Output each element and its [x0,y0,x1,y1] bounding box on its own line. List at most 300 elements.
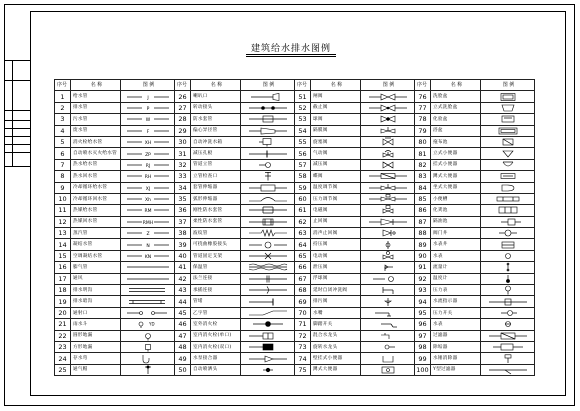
row-number: 52 [295,102,311,113]
faucet-icon [363,308,413,318]
item-name: 化验盆 [431,114,481,125]
squat2-icon [483,171,533,181]
row-number: 42 [175,273,191,284]
item-name: 脚踏开关 [311,319,361,330]
legend-symbol [121,296,175,307]
legend-symbol [121,364,175,375]
tank-flush-icon [243,137,293,147]
item-name: 空调凝结水管 [71,250,121,261]
svg-text:W: W [145,118,150,124]
item-name: 排水暗沟 [71,296,121,307]
item-name: 流量计 [431,262,481,273]
legend-symbol [481,205,535,216]
row-number: 51 [295,91,311,102]
legend-symbol [361,125,415,136]
row-number: 40 [175,250,191,261]
row-number: 87 [415,216,431,227]
legend-symbol [241,364,295,375]
item-name: 波纹管 [191,228,241,239]
svg-text:N: N [145,243,150,249]
row-number: 93 [415,285,431,296]
item-name: 水锤消除器 [431,353,481,364]
line-rm-icon [123,205,173,215]
row-number: 70 [295,307,311,318]
row-number: 29 [175,125,191,136]
row-number: 65 [295,250,311,261]
row-number: 67 [295,273,311,284]
line-xh2-icon [123,194,173,204]
header-no: 序号 [55,80,71,91]
row-number: 12 [55,216,71,227]
legend-symbol [241,285,295,296]
item-name: 方形地漏 [71,341,121,352]
item-name: 保温管 [191,262,241,273]
row-number: 98 [415,341,431,352]
line-double-icon [123,285,173,295]
legend-symbol [241,125,295,136]
cleanout-icon [243,171,293,181]
row-number: 68 [295,285,311,296]
item-name: 化粪池 [431,205,481,216]
row-number: 47 [175,330,191,341]
item-name: 温度调节阀 [311,182,361,193]
legend-symbol [481,193,535,204]
item-name: 冷却循环给水管 [71,182,121,193]
solenoid-icon [363,205,413,215]
gauge-icon [483,285,533,295]
legend-symbol [241,330,295,341]
line-plain-icon [123,262,173,272]
legend-symbol [241,159,295,170]
legend-symbol [241,136,295,147]
legend-symbol [481,307,535,318]
row-number: 84 [415,182,431,193]
item-name: 承插连接 [191,285,241,296]
row-number: 16 [55,262,71,273]
item-name: 弧形伸缩器 [191,193,241,204]
row-number: 61 [295,205,311,216]
row-number: 73 [295,341,311,352]
row-number: 57 [295,159,311,170]
svg-text:KN: KN [144,254,151,260]
legend-symbol [361,102,415,113]
legend-table [54,79,535,376]
legend-symbol [121,91,175,102]
descaler-icon [483,342,533,352]
row-number: 37 [175,216,191,227]
table-row [55,364,535,375]
pump-adapter-icon [243,354,293,364]
table-row [55,296,535,307]
item-name: 蹲式大便器 [431,171,481,182]
item-name: 给水管 [71,91,121,102]
row-number: 21 [55,319,71,330]
rubber-joint-icon [243,240,293,250]
item-name: 气动阀 [311,148,361,159]
row-number: 83 [415,171,431,182]
row-number: 94 [415,296,431,307]
header-symbol: 图 例 [361,80,415,91]
svg-text:J: J [146,95,149,101]
item-name: 水流指示器 [431,296,481,307]
item-name: 排水明沟 [71,285,121,296]
table-row [55,193,535,204]
urinal-stand-icon [483,149,533,159]
legend-symbol [481,182,535,193]
line-j-icon [123,92,173,102]
valve-well-icon [483,228,533,238]
table-row [55,159,535,170]
row-number: 22 [55,330,71,341]
svg-text:YD: YD [148,321,155,327]
item-name: Y型过滤器 [431,364,481,375]
item-name: 蹲式大便器 [311,364,361,375]
legend-symbol [481,148,535,159]
table-row [55,250,535,261]
row-number: 72 [295,330,311,341]
legend-symbol [241,250,295,261]
lab-sink-icon [483,114,533,124]
item-name: 室内消火栓(双口) [191,341,241,352]
legend-symbol [481,159,535,170]
item-name: 热水给水管 [71,159,121,170]
item-name: 水表井 [431,239,481,250]
legend-symbol [361,353,415,364]
row-number: 92 [415,273,431,284]
item-name: 挂式小便器 [431,159,481,170]
item-name: 自动冲洗水箱 [191,136,241,147]
item-name: 管道固定支架 [191,250,241,261]
urinal-wall-icon [363,354,413,364]
item-name: 消火栓给水管 [71,136,121,147]
legend-symbol [121,250,175,261]
row-number: 28 [175,114,191,125]
legend-symbol [241,216,295,227]
hold-valve-icon [363,240,413,250]
ball-valve-icon [363,114,413,124]
row-number: 39 [175,239,191,250]
check-icon [363,217,413,227]
svg-text:F: F [146,129,149,135]
svg-text:RM: RM [143,209,152,215]
legend-symbol [481,319,535,330]
row-number: 25 [55,364,71,375]
row-number: 26 [175,91,191,102]
item-name: 止回阀 [311,216,361,227]
legend-symbol [361,296,415,307]
prv-icon [363,160,413,170]
header-name: 名 称 [191,80,241,91]
title-underline [246,54,336,55]
item-name: 废水管 [71,125,121,136]
legend-symbol [121,171,175,182]
legend-symbol [361,114,415,125]
row-number: 30 [175,136,191,147]
row-number: 90 [415,250,431,261]
legend-symbol [481,216,535,227]
row-number: 46 [175,319,191,330]
row-number: 56 [295,148,311,159]
sprinkler-icon [243,365,293,375]
line-w-icon [123,114,173,124]
line-xh-icon [123,137,173,147]
item-name: 减压孔板 [191,148,241,159]
item-name: 压力开关 [431,307,481,318]
table-row [55,319,535,330]
legend-symbol [361,330,415,341]
flowmeter-icon [483,262,533,272]
item-name: 冷却循环回水管 [71,193,121,204]
legend-symbol [361,171,415,182]
binding-strip [4,60,30,166]
line-rh-icon [123,171,173,181]
legend-symbol [241,171,295,182]
row-number: 54 [295,125,311,136]
item-name: 水泵接合器 [191,353,241,364]
row-number: 50 [175,364,191,375]
item-name: 立式小便器 [431,148,481,159]
legend-symbol [361,228,415,239]
row-number: 66 [295,262,311,273]
legend-symbol [241,102,295,113]
diaphragm-icon [363,126,413,136]
item-name: 排水管 [71,102,121,113]
legend-symbol [121,330,175,341]
rigid-sleeve-icon [243,205,293,215]
legend-symbol [241,148,295,159]
legend-symbol [121,102,175,113]
svg-text:RH: RH [144,175,151,181]
table-row [55,182,535,193]
legend-symbol [121,125,175,136]
svg-text:ZP: ZP [144,152,151,158]
arc-exp-icon [243,194,293,204]
table-row [55,102,535,113]
row-number: 86 [415,205,431,216]
row-number: 17 [55,273,71,284]
hydrant-in-icon [243,331,293,341]
svg-text:RJ: RJ [145,163,150,169]
legend-symbol [361,216,415,227]
item-name: 截止阀 [311,102,361,113]
item-name: 阀门井 [431,228,481,239]
item-name: 过滤器 [431,330,481,341]
item-name: 柔性防水套管 [191,216,241,227]
item-name: 除垢器 [431,341,481,352]
legend-symbol [241,273,295,284]
row-number: 33 [175,171,191,182]
header-symbol: 图 例 [481,80,535,91]
item-name: 减压阀 [311,159,361,170]
sit-toilet-icon [483,183,533,193]
item-name: 坐式大便器 [431,182,481,193]
header-no: 序号 [415,80,431,91]
legend-symbol [121,285,175,296]
item-name: 泄压阀 [311,262,361,273]
drain-square-icon [123,342,173,352]
item-name: 蝶阀 [311,171,361,182]
row-number: 19 [55,296,71,307]
legend-symbol [361,193,415,204]
legend-symbol [121,114,175,125]
row-number: 69 [295,296,311,307]
item-name: 洗脸盆 [431,91,481,102]
legend-symbol [361,205,415,216]
legend-symbol [361,148,415,159]
legend-symbol [241,182,295,193]
row-number: 7 [55,159,71,170]
item-name: 温度计 [431,273,481,284]
meter-well-icon [483,240,533,250]
row-number: 3 [55,114,71,125]
row-number: 53 [295,114,311,125]
swivel-icon [243,103,293,113]
legend-symbol [121,136,175,147]
septic-icon [483,205,533,215]
row-number: 2 [55,102,71,113]
legend-symbol [361,285,415,296]
svg-text:Xh: Xh [144,197,151,203]
item-name: 管堵 [191,296,241,307]
legend-symbol [241,205,295,216]
legend-symbol [241,239,295,250]
legend-symbol [481,114,535,125]
plug-valve-icon [363,137,413,147]
offset-icon [243,308,293,318]
row-number: 41 [175,262,191,273]
item-name: 乙字管 [191,307,241,318]
globe-valve-icon [363,103,413,113]
legend-symbol [481,91,535,102]
row-number: 14 [55,239,71,250]
vent-cap-icon [123,365,173,375]
grease-icon [483,217,533,227]
row-number: 15 [55,250,71,261]
legend-symbol [361,136,415,147]
item-name: 通风 [71,273,121,284]
legend-symbol [361,250,415,261]
legend-symbol [481,250,535,261]
row-number: 77 [415,102,431,113]
row-number: 36 [175,205,191,216]
row-number: 27 [175,102,191,113]
item-name: 蒸汽管 [71,228,121,239]
item-name: 污水管 [71,114,121,125]
line-f-icon [123,126,173,136]
row-number: 5 [55,136,71,147]
y-strainer-icon [483,365,533,375]
row-number: 64 [295,239,311,250]
row-number: 58 [295,171,311,182]
svg-text:XJ: XJ [145,186,150,192]
trough-icon [483,194,533,204]
item-name: 水嘴 [311,307,361,318]
header-name: 名 称 [431,80,481,91]
row-number: 91 [415,262,431,273]
line-plain-icon [123,274,173,284]
legend-symbol [121,159,175,170]
row-number: 62 [295,216,311,227]
legend-symbol [481,262,535,273]
arrester-icon [483,354,533,364]
line-n-icon [123,240,173,250]
float-valve-icon [363,274,413,284]
item-name: 水表 [431,319,481,330]
row-number: 88 [415,228,431,239]
row-number: 63 [295,228,311,239]
item-name: 凝结水管 [71,239,121,250]
item-name: 小便槽 [431,193,481,204]
item-name: 旋塞阀 [311,136,361,147]
item-name: 排污阀 [311,296,361,307]
line-kn-icon [123,251,173,261]
legend-symbol [121,262,175,273]
row-number: 97 [415,330,431,341]
urinal-hang-icon [483,160,533,170]
item-name: 喇叭口 [191,91,241,102]
item-name: 球阀 [311,114,361,125]
hydrant-in2-icon [243,342,293,352]
legend-symbol [241,319,295,330]
row-number: 13 [55,228,71,239]
table-row [55,125,535,136]
header-symbol: 图 例 [121,80,175,91]
table-row [55,205,535,216]
row-number: 10 [55,193,71,204]
row-number: 100 [416,365,429,374]
row-number: 23 [55,341,71,352]
flange-icon [243,274,293,284]
row-number: 38 [175,228,191,239]
legend-symbol [481,136,535,147]
legend-symbol [121,182,175,193]
item-name: 浴盆 [431,125,481,136]
item-name: 刚性防水套管 [191,205,241,216]
header-symbol: 图 例 [241,80,295,91]
item-name: 闸阀 [311,91,361,102]
expansion-box-icon [243,183,293,193]
legend-symbol [361,364,415,375]
table-row [55,228,535,239]
row-number: 71 [295,319,311,330]
legend-symbol [481,102,535,113]
row-number: 8 [55,171,71,182]
item-name: 混合水龙头 [311,330,361,341]
legend-symbol [481,125,535,136]
line-p-icon [123,103,173,113]
legend-symbol [121,353,175,364]
meter-icon [483,251,533,261]
svg-text:P: P [146,106,149,112]
legend-symbol [241,262,295,273]
row-number: 96 [415,319,431,330]
press-switch-icon [483,308,533,318]
row-number: 81 [415,148,431,159]
gate-valve-icon [363,92,413,102]
table-row [55,307,535,318]
item-name: 压力调节阀 [311,193,361,204]
squat-toilet-icon [363,365,413,375]
item-name: 管道立管 [191,159,241,170]
legend-symbol [241,114,295,125]
line-zp-icon [123,149,173,159]
row-number: 49 [175,353,191,364]
item-name: 存水弯 [71,353,121,364]
row-number: 59 [295,182,311,193]
butterfly-icon [363,171,413,181]
socket-icon [243,285,293,295]
pneumatic-icon [363,149,413,159]
